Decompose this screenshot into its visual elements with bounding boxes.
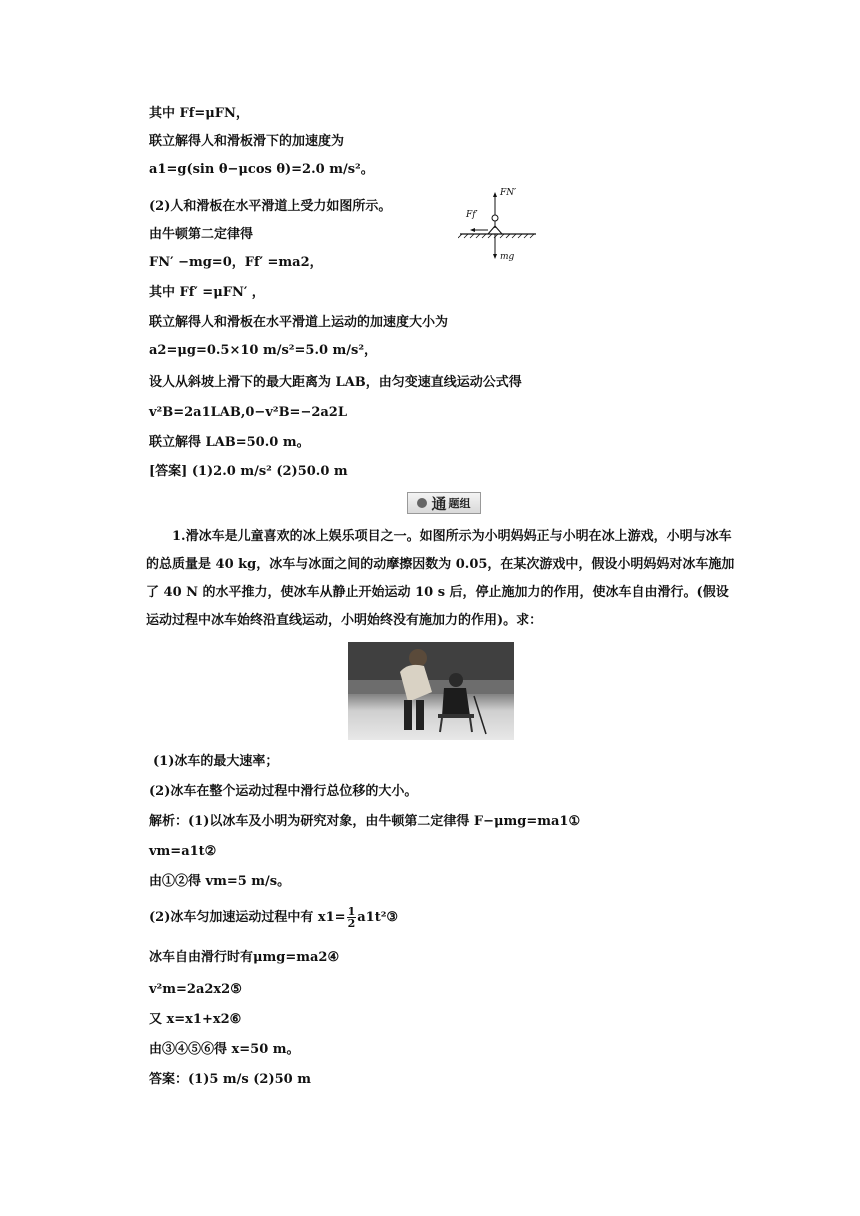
- question-2: (2)冰车在整个运动过程中滑行总位移的大小。: [149, 784, 418, 799]
- solution-text: (2)冰车匀加速运动过程中有 x1=: [149, 910, 346, 925]
- label-fn: FN′: [500, 188, 517, 198]
- text-line: 设人从斜坡上滑下的最大距离为 LAB，由匀变速直线运动公式得: [149, 375, 522, 390]
- text-line: 联立解得人和滑板在水平滑道上运动的加速度大小为: [149, 315, 449, 330]
- text-line: 其中 Ff′ =μFN′ ，: [149, 285, 265, 300]
- solution-text: a1t²③: [357, 910, 399, 925]
- question-1: (1)冰车的最大速率；: [153, 754, 279, 769]
- label-ff: Ff′: [466, 210, 478, 220]
- text-line: (2)人和滑板在水平滑道上受力如图所示。: [149, 199, 392, 214]
- badge-main: 通: [431, 494, 447, 513]
- solution-line-fraction: [149, 906, 398, 929]
- solution-line: 由③④⑤⑥得 x=50 m。: [149, 1042, 300, 1057]
- fraction-denominator: 2: [347, 917, 356, 930]
- section-badge: [407, 492, 481, 514]
- solution-line: 解析：(1)以冰车及小明为研究对象，由牛顿第二定律得 F−μmg=ma1①: [149, 814, 581, 829]
- answer-line-2: 答案：(1)5 m/s (2)50 m: [149, 1072, 311, 1087]
- solution-line: 又 x=x1+x2⑥: [149, 1012, 242, 1027]
- photo-figures: [348, 642, 514, 740]
- text-line: 其中 Ff=μFN，: [149, 106, 249, 121]
- text-line: a2=μg=0.5×10 m/s²=5.0 m/s²，: [149, 343, 378, 358]
- text-line: v²B=2a1LAB,0−v²B=−2a2L: [149, 405, 347, 420]
- photo-ice-sled: [348, 642, 514, 740]
- badge-sub: 题组: [448, 497, 471, 510]
- solution-line: 由①②得 vm=5 m/s。: [149, 874, 291, 889]
- badge-circle-icon: [417, 498, 427, 508]
- answer-line: [答案] (1)2.0 m/s² (2)50.0 m: [149, 464, 348, 479]
- problem-text: 1.滑冰车是儿童喜欢的冰上娱乐项目之一。如图所示为小明妈妈正与小明在冰上游戏，小明与冰车的总质量是 40 kg，冰车与冰面之间的动摩擦因数为 0.05，在某次游戏中，假设小明妈妈对冰车施加了 40 N 的水平推力，使冰车从静止开始运动 10 s 后，停止施加力的作用，使冰车自由滑行。(假设运动过程中冰车始终沿直线运动，小明始终没有施加力的作用)。求：: [146, 529, 735, 628]
- text-line: 由牛顿第二定律得: [149, 227, 254, 242]
- text-line: 联立解得人和滑板滑下的加速度为: [149, 134, 345, 149]
- solution-line: 冰车自由滑行时有μmg=ma2④: [149, 950, 340, 965]
- fraction-numerator: 1: [347, 905, 356, 918]
- text-line: a1=g(sin θ−μcos θ)=2.0 m/s²。: [149, 162, 374, 177]
- force-diagram: [458, 190, 538, 274]
- text-line: 联立解得 LAB=50.0 m。: [149, 435, 310, 450]
- fraction: [347, 906, 357, 929]
- label-mg: mg: [500, 252, 515, 262]
- text-line: FN′ −mg=0，Ff′ =ma2，: [149, 255, 323, 270]
- solution-line: v²m=2a2x2⑤: [149, 982, 242, 997]
- force-diagram-svg: [458, 190, 538, 270]
- solution-line: vm=a1t②: [149, 844, 217, 859]
